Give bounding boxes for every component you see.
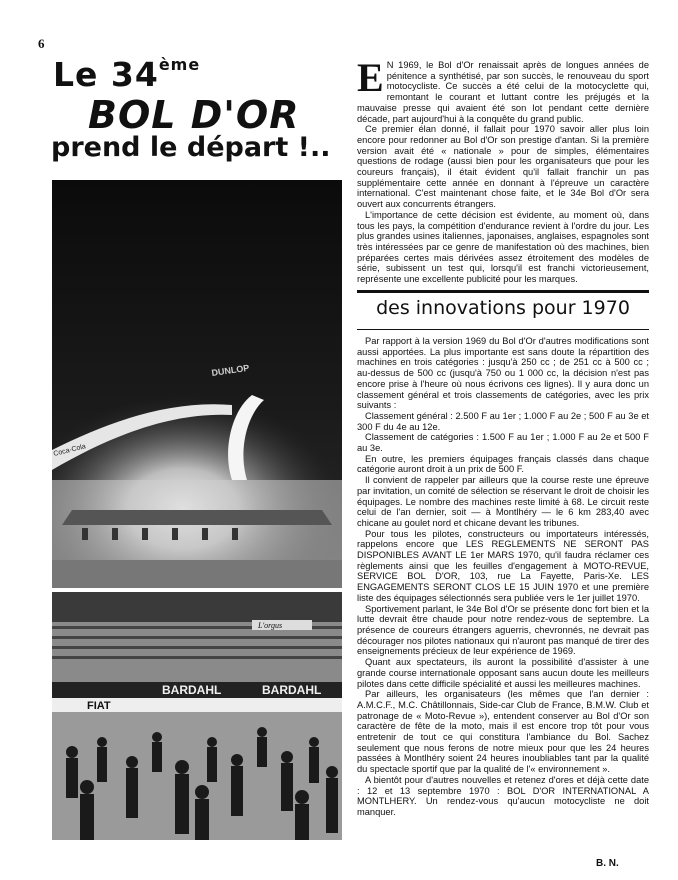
intro-paragraph: L'importance de cette décision est évidente, au moment où, dans tous les pays, la compétition d'endurance revient à l'ordre du jour. Les plus grandes usines italiennes, japonaises, anglaises, espagnoles sont très intéressées par ce genre de manifestation où des machines, bien préparées certes mais dérivées assez étroitement des modèles de série, subissent un test qui, lorsqu'il est franchi victorieusement, représente une excellente publicité pour les marques. [357, 209, 649, 285]
fiat-sign: FIAT [87, 700, 111, 712]
dunlop-sign: DUNLOP [210, 362, 250, 378]
body-paragraph: Classement général : 2.500 F au 1er ; 1.000 F au 2e ; 500 F au 3e et 300 F du 4e au 12e. [357, 410, 649, 432]
body-paragraph: A bientôt pour d'autres nouvelles et retenez d'ores et déjà cette date : 12 et 13 septembre 1970 : BOL D'OR INTERNATIONAL A MONTLHERY. Un rendez-vous qu'aucun motocycliste ne doit manquer. [357, 774, 649, 817]
bardahl-sign-1: BARDAHL [162, 683, 222, 697]
intro-paragraph: N 1969, le Bol d'Or renaissait après de longues années de pénitence a synthétisé, par son succès, le renouveau du sport motocycliste. Ce succès a été celui de la motocyclette qui, remontant le courant et luttant contre les préjugés et la mauvaise presse qui avaient été son lot pendant cette dernière décade, part aujourd'hui à la conquête du grand public. [357, 60, 649, 124]
body-paragraph: En outre, les premiers équipages français classés dans chaque catégorie auront droit à un prix de 500 F. [357, 453, 649, 475]
intro-paragraph: Ce premier élan donné, il fallait pour 1970 savoir aller plus loin encore pour redonner au Bol d'Or son prestige d'antan. Si la première version avait été « nationale » pour de simples, élémentaires questions de rodage (aussi bien pour les organisateurs que pour les coureurs français), il était évident qu'il fallait franchir un pas supplémentaire cette année en donnant à l'épreuve un caractère international. C'est maintenant chose faite, et le 34e Bol d'Or sera ouvert aux concurrents étrangers. [357, 124, 649, 210]
title-line-3: prend le départ !.. [51, 132, 331, 163]
title-line-1 [53, 55, 201, 94]
body-paragraph: Classement de catégories : 1.500 F au 1er ; 1.000 F au 2e et 500 F au 3e. [357, 432, 649, 454]
body-paragraph: Il convient de rappeler par ailleurs que la course reste une épreuve par invitation, un comité de sélection se réservant le droit de choisir les équipages. Le nombre des machines reste limité à 68. Le circuit reste celui de l'an dernier, soit — à Montlhéry — le 6 km 283,40 avec chicane au goulet nord et chicane devant les tribunes. [357, 475, 649, 528]
author-signature: B. N. [596, 858, 619, 869]
intro-column [357, 55, 649, 285]
body-paragraph: Pour tous les pilotes, constructeurs ou importateurs intéressés, rappelons encore que LES REGLEMENTS NE SERONT PAS DISPONIBLES AVANT LE 1er MARS 1970, qu'il faudra réclamer ces règlements ainsi que les feuilles d'engagement à MOTO-REVUE, SERVICE BOL D'OR, 103, rue La Fayette, Paris-Xe. LES ENGAGEMENTS SERONT CLOS LE 15 JUIN 1970 et une première liste des équipages sélectionnés sera publiée vers le 1er juillet 1970. [357, 528, 649, 603]
subheading: des innovations pour 1970 [376, 297, 630, 319]
night-race-photo [52, 180, 342, 588]
lorgus-sign: L'orgus [258, 621, 283, 630]
title-prefix: Le 34 [53, 55, 159, 94]
bardahl-sign-2: BARDAHL [262, 683, 322, 697]
body-column [357, 336, 649, 818]
body-paragraph: Par rapport à la version 1969 du Bol d'Or d'autres modifications sont aussi apportées. La plus importante est sans doute la répartition des machines en trois catégories : jusqu'à 250 cc ; de 251 cc à 500 cc ; au-dessus de 500 cc (jusqu'à 750 ou 1 000 cc, la décision n'est pas encore prise à l'heure où nous écrivons ces lignes). Il y aura donc un classement général et trois classements de catégories, avec les prix suivants : [357, 336, 649, 411]
title-line-2: BOL D'OR [88, 93, 300, 137]
coca-cola-sign: Coca-Cola [52, 443, 87, 458]
body-paragraph: Sportivement parlant, le 34e Bol d'Or se présente donc fort bien et la lutte devrait être chaude pour notre rendez-vous de septembre. La présence de coureurs étrangers aguerris, chevronnés, ne devrait pas décourager nos pilotes nationaux qui n'auront pas manqué de tirer des enseignements précieux de leur expérience de 1969. [357, 603, 649, 657]
page-number: 6 [38, 36, 45, 51]
body-paragraph: Par ailleurs, les organisateurs (les mêmes que l'an dernier : A.M.C.F., M.C. Châtillonnais, Side-car Club de France, B.M.W. Club et patronage de « Moto-Revue »), entendent conserver au Bol d'Or son caractère de fête de la moto, mais il est encore trop tôt pour vous entretenir de tout ce qui constitura l'ambiance du Bol. Sachez seulement que nous ferons de notre mieux pour que les 24 heures passées à Montlhéry soient 24 heures inoubliables tant par la qualité du spectacle sportif que par la qualité de l'« environnement ». [357, 689, 649, 775]
body-paragraph: Quant aux spectateurs, ils auront la possibilité d'assister à une grande course internationale opposant sans aucun doute les meilleurs pilotes dans cette difficile spécialité et aussi les meilleures machines. [357, 657, 649, 689]
title-superscript: ème [158, 55, 201, 74]
drop-cap: E [357, 55, 384, 100]
grandstand-crowd-photo [52, 592, 342, 840]
